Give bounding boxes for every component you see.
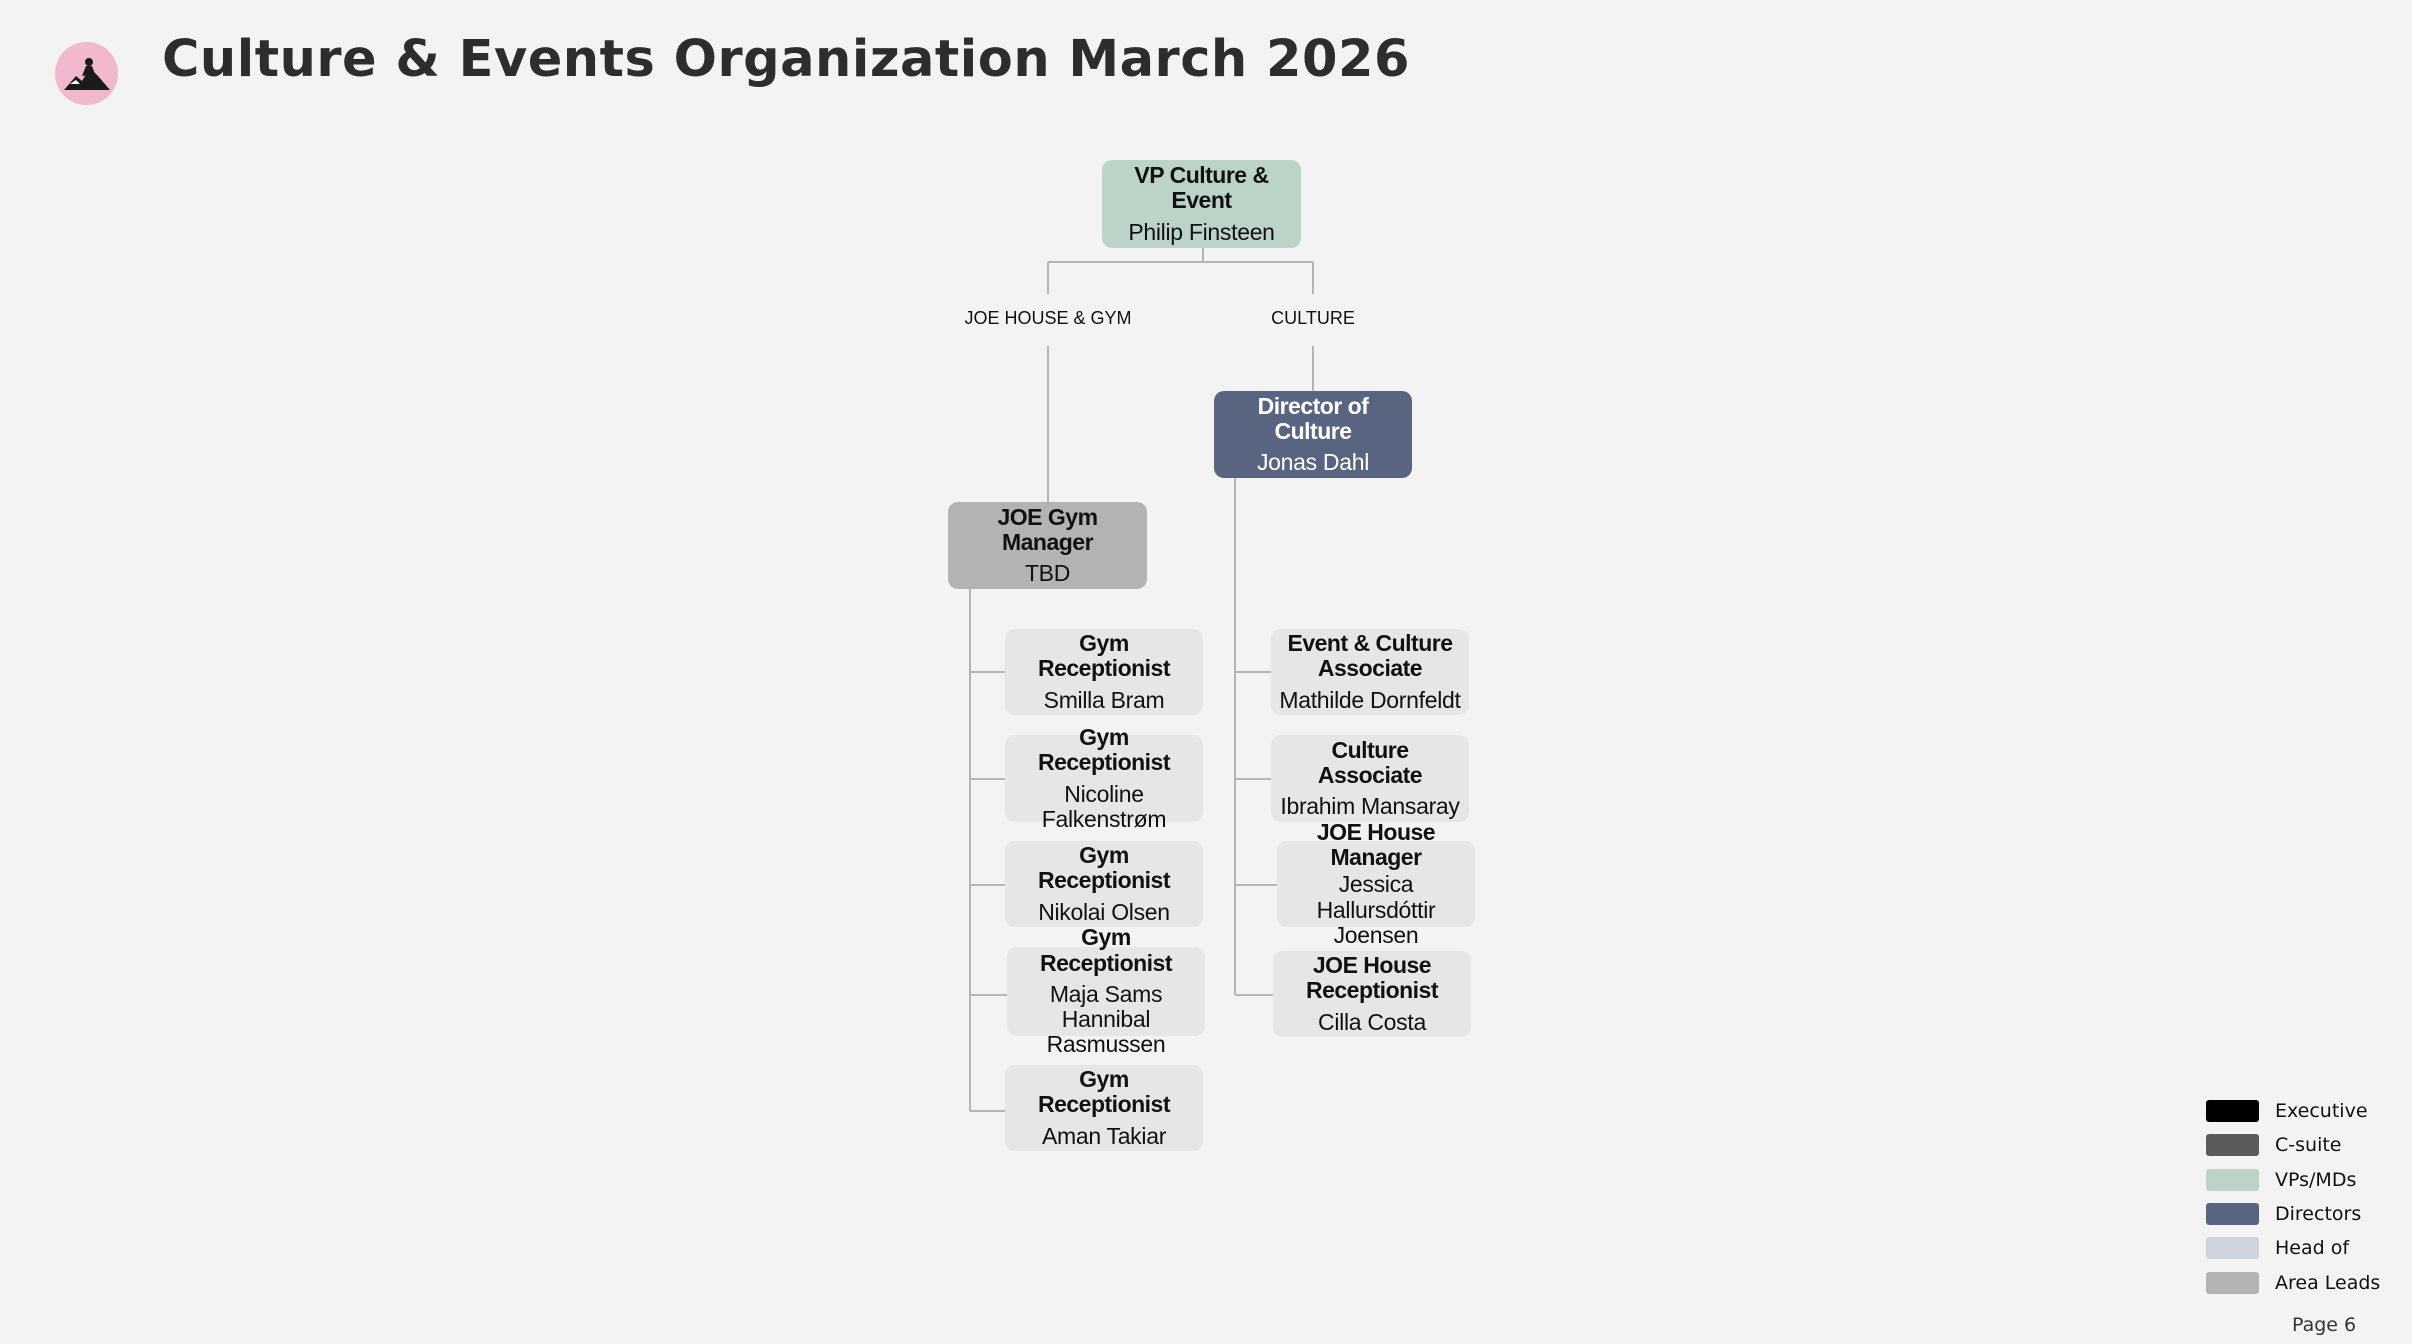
gym-staff-node <box>1005 629 1203 715</box>
staff-role: Gym Receptionist <box>1037 842 1171 894</box>
legend <box>2206 1094 2380 1300</box>
staff-name: Nikolai Olsen <box>1038 898 1170 925</box>
staff-role: Gym Receptionist <box>1037 723 1171 776</box>
gym-staff-node <box>1005 723 1203 832</box>
gym-manager-name: TBD <box>1024 560 1071 587</box>
director-role: Director of Culture <box>1257 392 1369 444</box>
gym-staff-node <box>1007 924 1205 1058</box>
legend-label: C-suite <box>2275 1134 2342 1157</box>
legend-item <box>2206 1231 2380 1265</box>
staff-role: JOE House Receptionist <box>1305 952 1439 1004</box>
culture-staff-node <box>1271 735 1469 822</box>
branch-label-gym: JOE HOUSE & GYM <box>964 308 1132 328</box>
staff-name: Aman Takiar <box>1041 1122 1167 1149</box>
vp-node <box>1102 160 1301 248</box>
vp-name: Philip Finsteen <box>1128 218 1275 245</box>
staff-name: Mathilde Dornfeldt <box>1279 686 1461 713</box>
staff-name: Maja Sams Hannibal Rasmussen <box>1046 980 1166 1058</box>
legend-label: Head of <box>2275 1237 2350 1260</box>
staff-name: Ibrahim Mansaray <box>1280 793 1460 820</box>
legend-label: VPs/MDs <box>2275 1168 2357 1191</box>
staff-role: Gym Receptionist <box>1037 1066 1171 1118</box>
legend-item <box>2206 1163 2380 1197</box>
gym-manager-role: JOE Gym Manager <box>997 503 1098 555</box>
staff-role: Gym Receptionist <box>1039 924 1173 976</box>
legend-item <box>2206 1094 2380 1128</box>
legend-label: Directors <box>2275 1203 2362 1226</box>
gym-staff-node <box>1005 1065 1203 1151</box>
legend-swatch <box>2206 1272 2259 1294</box>
culture-staff-node <box>1271 629 1469 715</box>
branch-label-culture: CULTURE <box>1271 308 1355 328</box>
vp-role: VP Culture & Event <box>1134 162 1269 214</box>
page-number: Page 6 <box>2292 1314 2357 1336</box>
legend-label: Executive <box>2275 1100 2368 1123</box>
staff-name: Smilla Bram <box>1043 686 1165 713</box>
legend-swatch <box>2206 1100 2259 1122</box>
staff-role: Event & Culture Associate <box>1287 630 1453 682</box>
staff-name: Jessica Hallursdóttir Joensen <box>1316 871 1436 948</box>
legend-item <box>2206 1265 2380 1299</box>
staff-role: JOE House Manager <box>1316 818 1436 871</box>
staff-name: Cilla Costa <box>1318 1008 1426 1035</box>
legend-swatch <box>2206 1237 2259 1259</box>
legend-label: Area Leads <box>2275 1271 2381 1294</box>
legend-item <box>2206 1128 2380 1162</box>
legend-swatch <box>2206 1203 2259 1225</box>
legend-swatch <box>2206 1169 2259 1191</box>
page-title: Culture & Events Organization March 2026 <box>162 30 1410 89</box>
culture-staff-node <box>1277 818 1475 948</box>
culture-staff-node <box>1273 951 1471 1037</box>
director-name: Jonas Dahl <box>1256 449 1370 476</box>
gym-manager-node <box>948 502 1147 589</box>
staff-name: Nicoline Falkenstrøm <box>1041 780 1167 832</box>
legend-item <box>2206 1197 2380 1231</box>
director-node <box>1214 391 1412 478</box>
gym-staff-node <box>1005 841 1203 927</box>
staff-role: Culture Associate <box>1317 736 1423 788</box>
staff-role: Gym Receptionist <box>1037 630 1171 682</box>
legend-swatch <box>2206 1134 2259 1156</box>
